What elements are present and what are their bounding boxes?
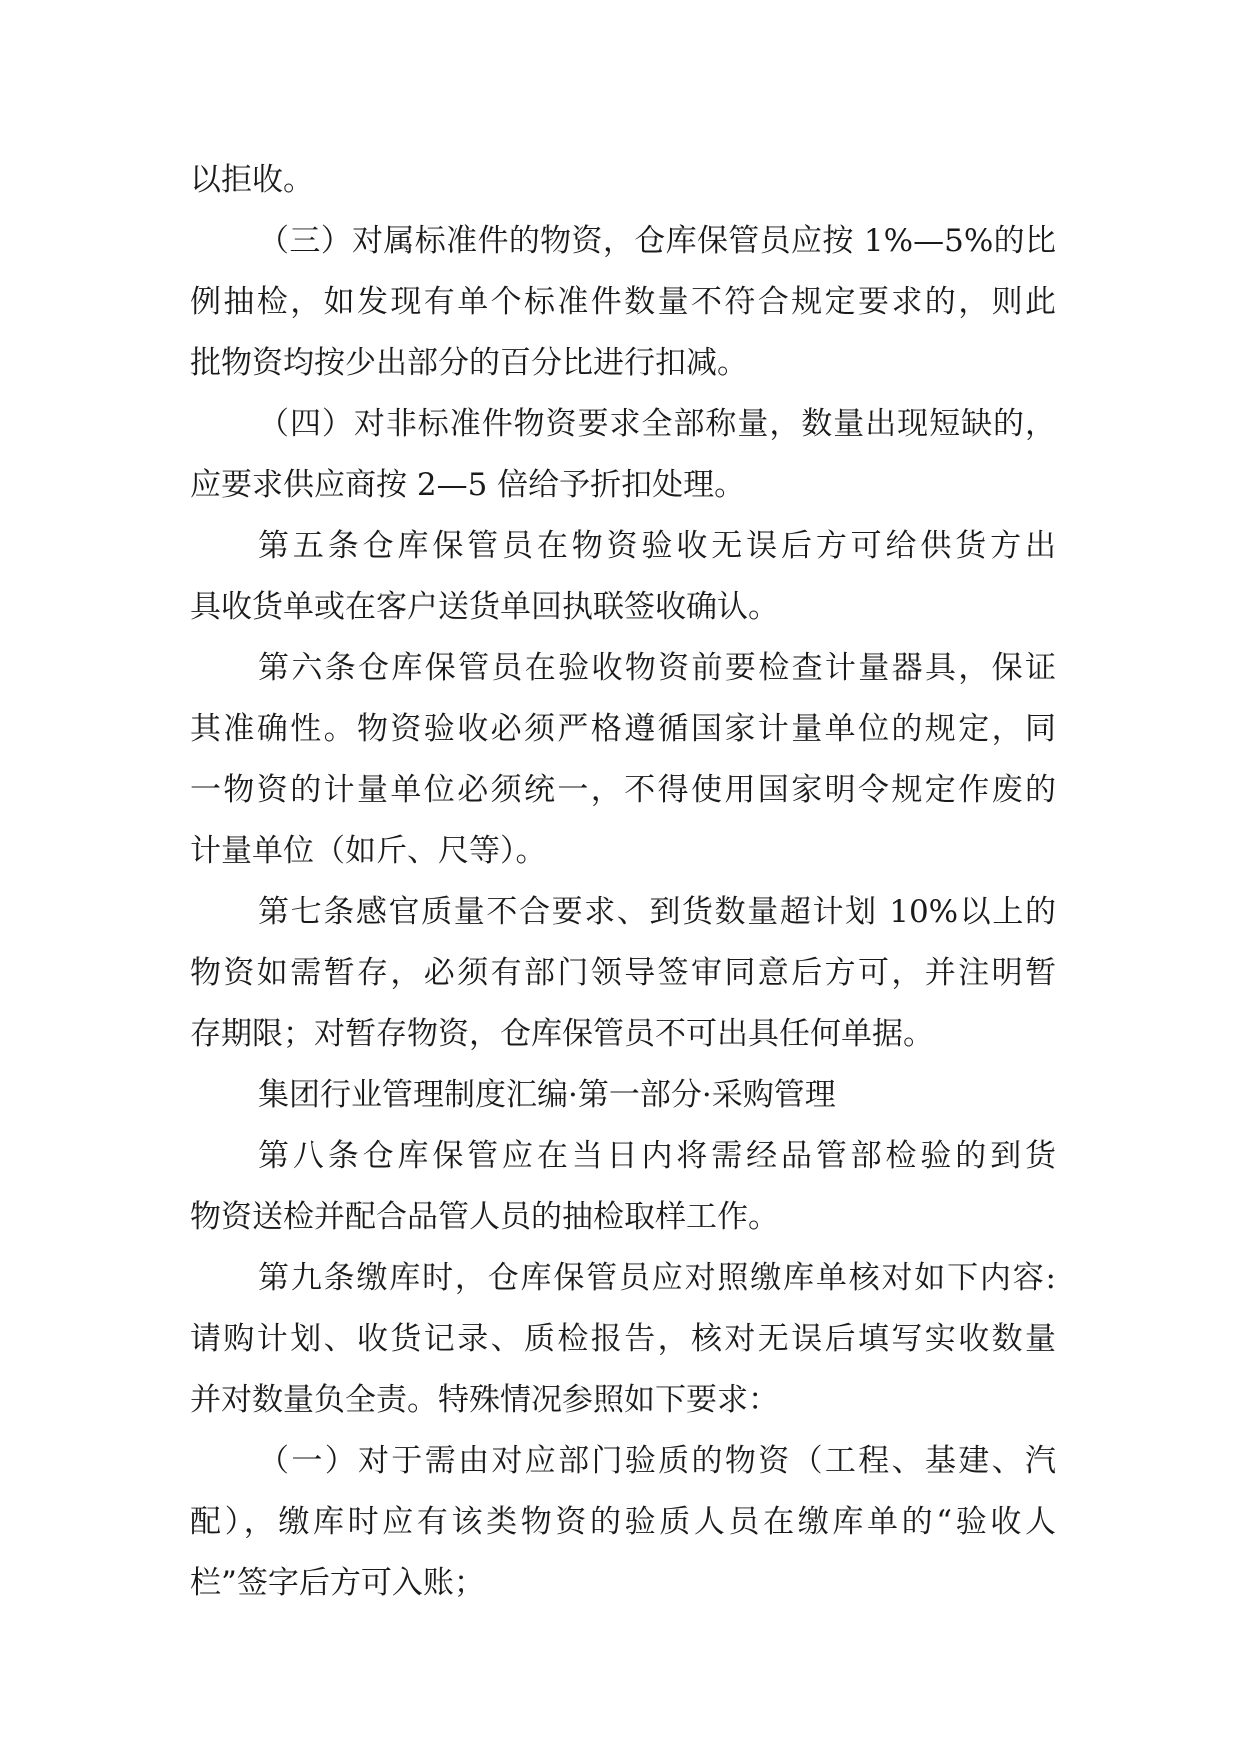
text-line: 应要求供应商按 2—5 倍给予折扣处理。 (190, 467, 746, 503)
running-header-line: 集团行业管理制度汇编·第一部分·采购管理 (258, 1077, 836, 1113)
text-line: 例抽检，如发现有单个标准件数量不符合规定要求的，则此 (190, 284, 1056, 320)
text-line: 第八条仓库保管应在当日内将需经品管部检验的到货 (258, 1138, 1056, 1174)
text-line: （一）对于需由对应部门验质的物资（工程、基建、汽 (258, 1443, 1056, 1479)
text-line: 配），缴库时应有该类物资的验质人员在缴库单的“验收人 (190, 1504, 1056, 1540)
text-line: 以拒收。 (190, 162, 314, 198)
text-line: 其准确性。物资验收必须严格遵循国家计量单位的规定，同 (190, 711, 1056, 747)
text-line: 第七条感官质量不合要求、到货数量超计划 10%以上的 (258, 894, 1056, 930)
document-body (190, 150, 1056, 1614)
text-line: 存期限；对暂存物资，仓库保管员不可出具任何单据。 (190, 1016, 934, 1052)
text-line: 第九条缴库时，仓库保管员应对照缴库单核对如下内容: (258, 1260, 1056, 1296)
text-line: 第六条仓库保管员在验收物资前要检查计量器具，保证 (258, 650, 1056, 686)
text-line: 物资送检并配合品管人员的抽检取样工作。 (190, 1199, 779, 1235)
text-line: 请购计划、收货记录、质检报告，核对无误后填写实收数量 (190, 1321, 1056, 1357)
text-line: 计量单位（如斤、尺等）。 (190, 833, 547, 869)
text-line: （四）对非标准件物资要求全部称量，数量出现短缺的， (258, 406, 1056, 442)
text-line: 批物资均按少出部分的百分比进行扣减。 (190, 345, 748, 381)
text-line: 栏”签字后方可入账； (190, 1565, 485, 1601)
text-line: 并对数量负全责。特殊情况参照如下要求： (190, 1382, 779, 1418)
text-line: 一物资的计量单位必须统一，不得使用国家明令规定作废的 (190, 772, 1056, 808)
text-line: 具收货单或在客户送货单回执联签收确认。 (190, 589, 779, 625)
text-line: （三）对属标准件的物资，仓库保管员应按 1%—5%的比 (258, 223, 1056, 259)
text-line: 物资如需暂存，必须有部门领导签审同意后方可，并注明暂 (190, 955, 1056, 991)
text-line: 第五条仓库保管员在物资验收无误后方可给供货方出 (258, 528, 1056, 564)
